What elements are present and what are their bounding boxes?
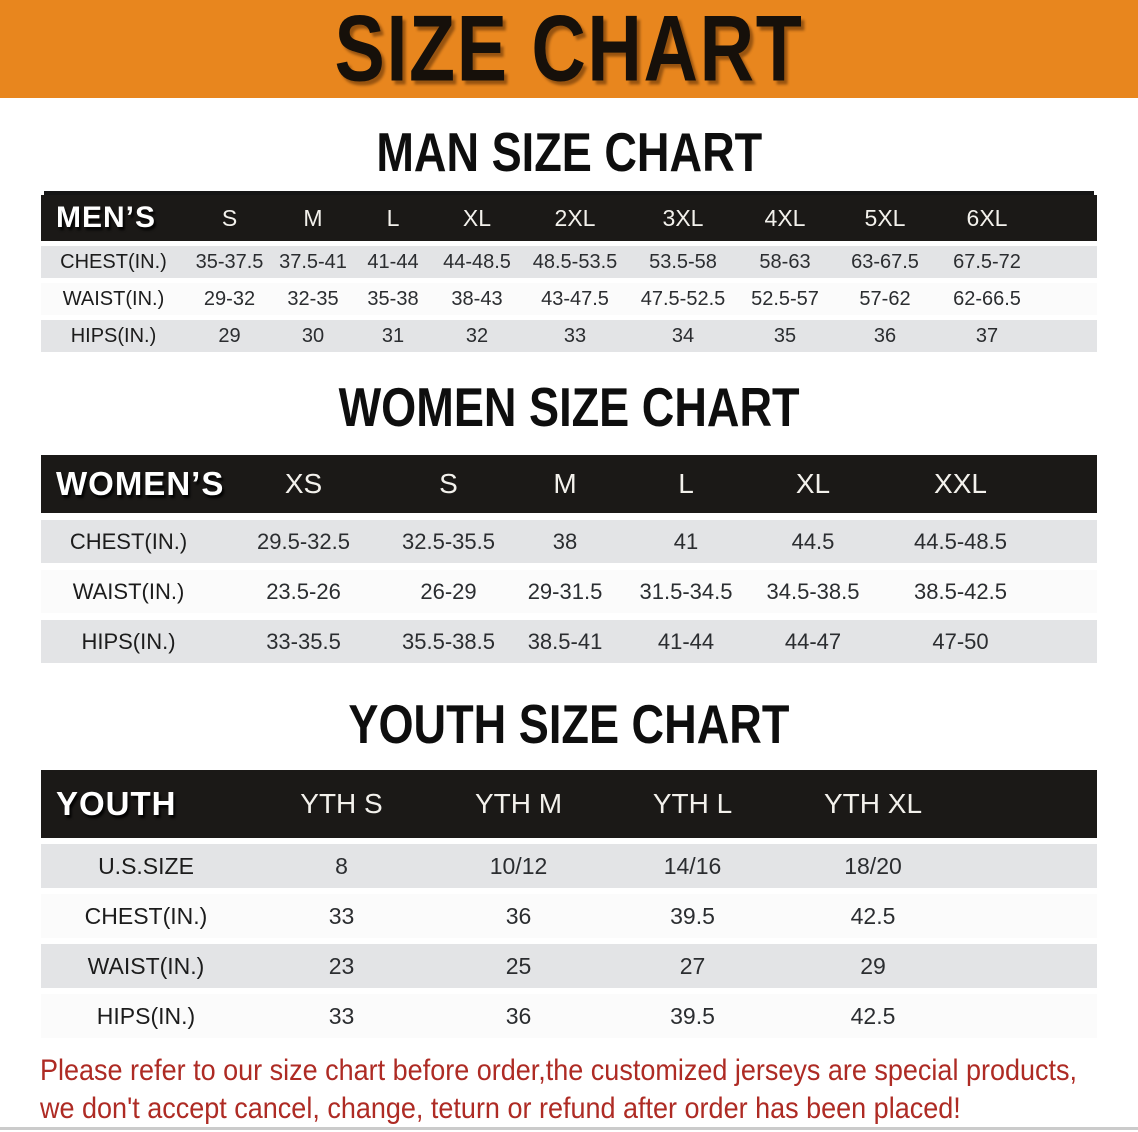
table-cell: 23.5-26 (266, 578, 341, 604)
table-cell: 67.5-72 (953, 250, 1021, 273)
table-cell: 36 (505, 902, 532, 929)
table-cell: 23 (328, 952, 355, 979)
table-cell: 62-66.5 (953, 287, 1021, 310)
disclaimer-line-1: Please refer to our size chart before order,the customized jerseys are special products, (40, 1054, 1078, 1087)
table-cell: 44-47 (784, 628, 842, 654)
table-cell: 41 (673, 528, 699, 554)
table-cell: 10/12 (489, 852, 548, 879)
youth-ussize-row (41, 844, 1097, 888)
table-cell: 29.5-32.5 (257, 528, 350, 554)
women-size-header: S (439, 468, 458, 499)
table-cell: 58-63 (759, 250, 811, 273)
men-heading-text: MAN SIZE CHART (376, 121, 762, 183)
men-size-header: XL (462, 204, 492, 231)
youth-size-header: YTH L (652, 788, 733, 819)
table-cell: 30 (301, 324, 325, 347)
row-label: CHEST(IN.) (84, 902, 208, 929)
table-cell: 34.5-38.5 (766, 578, 860, 604)
women-heading-text: WOMEN SIZE CHART (338, 376, 800, 438)
women-table-corner-label: WOMEN’S (56, 465, 225, 502)
table-cell: 35-38 (367, 287, 419, 310)
men-section-heading (0, 121, 1138, 183)
table-cell: 57-62 (859, 287, 911, 310)
bottom-border-line (0, 1127, 1138, 1130)
table-cell: 31.5-34.5 (639, 578, 733, 604)
youth-hips-row (41, 994, 1097, 1038)
men-size-header: 2XL (554, 204, 596, 231)
youth-heading-text: YOUTH SIZE CHART (348, 693, 790, 755)
table-cell: 34 (671, 324, 695, 347)
women-size-header: XS (284, 468, 323, 499)
youth-section-heading (0, 693, 1138, 755)
table-cell: 31 (381, 324, 405, 347)
row-label: CHEST(IN.) (69, 528, 188, 554)
men-chest-row (41, 246, 1097, 278)
women-size-header: M (553, 468, 577, 499)
size-chart-banner (0, 0, 1138, 102)
men-size-header: 5XL (864, 204, 906, 231)
men-table-header-row (41, 195, 1097, 241)
table-cell: 36 (505, 1002, 532, 1029)
table-cell: 38-43 (451, 287, 503, 310)
table-cell: 32 (465, 324, 489, 347)
row-label: WAIST(IN.) (62, 287, 165, 310)
table-cell: 29-31.5 (527, 578, 603, 604)
table-cell: 29-32 (203, 287, 256, 310)
women-waist-row (41, 570, 1097, 613)
disclaimer-line-2: we don't accept cancel, change, teturn or refund after order has been placed! (40, 1092, 961, 1125)
row-label: HIPS(IN.) (96, 1002, 196, 1029)
table-cell: 33 (328, 902, 355, 929)
table-cell: 44.5 (791, 528, 835, 554)
table-cell: 27 (679, 952, 706, 979)
table-cell: 35.5-38.5 (402, 628, 495, 654)
banner-title: SIZE CHART (334, 0, 804, 102)
table-cell: 32.5-35.5 (402, 528, 495, 554)
table-cell: 48.5-53.5 (532, 250, 618, 273)
disclaimer-note (40, 1052, 1138, 1128)
table-cell: 25 (505, 952, 532, 979)
table-cell: 18/20 (844, 852, 902, 879)
row-label: HIPS(IN.) (81, 628, 176, 654)
table-cell: 43-47.5 (541, 287, 609, 310)
men-size-header: 6XL (966, 204, 1008, 231)
women-size-header: XXL (934, 468, 987, 499)
table-cell: 33-35.5 (266, 628, 341, 654)
women-table-header-row (41, 455, 1097, 513)
men-size-header: S (221, 204, 238, 231)
table-cell: 44.5-48.5 (914, 528, 1007, 554)
men-size-header: M (303, 204, 323, 231)
table-cell: 14/16 (663, 852, 722, 879)
table-cell: 44-48.5 (443, 250, 511, 273)
youth-size-header: YTH M (474, 788, 563, 819)
row-label: WAIST(IN.) (87, 952, 205, 979)
table-cell: 47.5-52.5 (640, 287, 726, 310)
youth-waist-row (41, 944, 1097, 988)
table-cell: 32-35 (287, 287, 339, 310)
table-cell: 29 (218, 324, 241, 347)
women-size-header: XL (795, 468, 831, 499)
youth-table-corner-label: YOUTH (56, 785, 177, 822)
table-cell: 29 (860, 952, 886, 979)
women-size-table (41, 455, 1097, 663)
table-cell: 38 (552, 528, 578, 554)
table-cell: 38.5-41 (527, 628, 603, 654)
youth-size-table (41, 770, 1097, 1038)
table-cell: 39.5 (670, 902, 715, 929)
table-cell: 33 (328, 1002, 355, 1029)
table-cell: 63-67.5 (851, 250, 919, 273)
men-size-header: 4XL (764, 204, 806, 231)
table-cell: 42.5 (850, 902, 896, 929)
row-label: U.S.SIZE (98, 852, 194, 879)
men-size-header: 3XL (662, 204, 704, 231)
table-cell: 37 (975, 324, 999, 347)
women-size-header: L (678, 468, 694, 499)
table-cell: 35 (773, 324, 797, 347)
row-label: WAIST(IN.) (72, 578, 185, 604)
youth-size-header: YTH S (300, 788, 383, 819)
women-hips-row (41, 620, 1097, 663)
row-label: CHEST(IN.) (60, 250, 167, 273)
youth-chest-row (41, 894, 1097, 938)
women-section-heading (0, 376, 1138, 438)
women-chest-row (41, 520, 1097, 563)
table-cell: 42.5 (850, 1002, 896, 1029)
table-cell: 41-44 (367, 250, 419, 273)
men-waist-row (41, 283, 1097, 315)
youth-table-header-row (41, 770, 1097, 838)
table-cell: 47-50 (932, 628, 989, 654)
table-cell: 35-37.5 (195, 250, 264, 273)
table-cell: 38.5-42.5 (914, 578, 1007, 604)
table-cell: 26-29 (420, 578, 477, 604)
row-label: HIPS(IN.) (70, 324, 157, 347)
table-cell: 8 (335, 852, 348, 879)
men-size-header: L (386, 204, 400, 231)
youth-size-header: YTH XL (823, 788, 923, 819)
table-cell: 52.5-57 (751, 287, 819, 310)
men-size-table (41, 195, 1097, 352)
men-table-corner-label: MEN’S (56, 201, 157, 234)
table-cell: 33 (563, 324, 587, 347)
table-cell: 39.5 (670, 1002, 715, 1029)
table-cell: 53.5-58 (649, 250, 717, 273)
table-cell: 36 (873, 324, 897, 347)
table-cell: 37.5-41 (279, 250, 347, 273)
table-cell: 41-44 (657, 628, 715, 654)
men-hips-row (41, 320, 1097, 352)
